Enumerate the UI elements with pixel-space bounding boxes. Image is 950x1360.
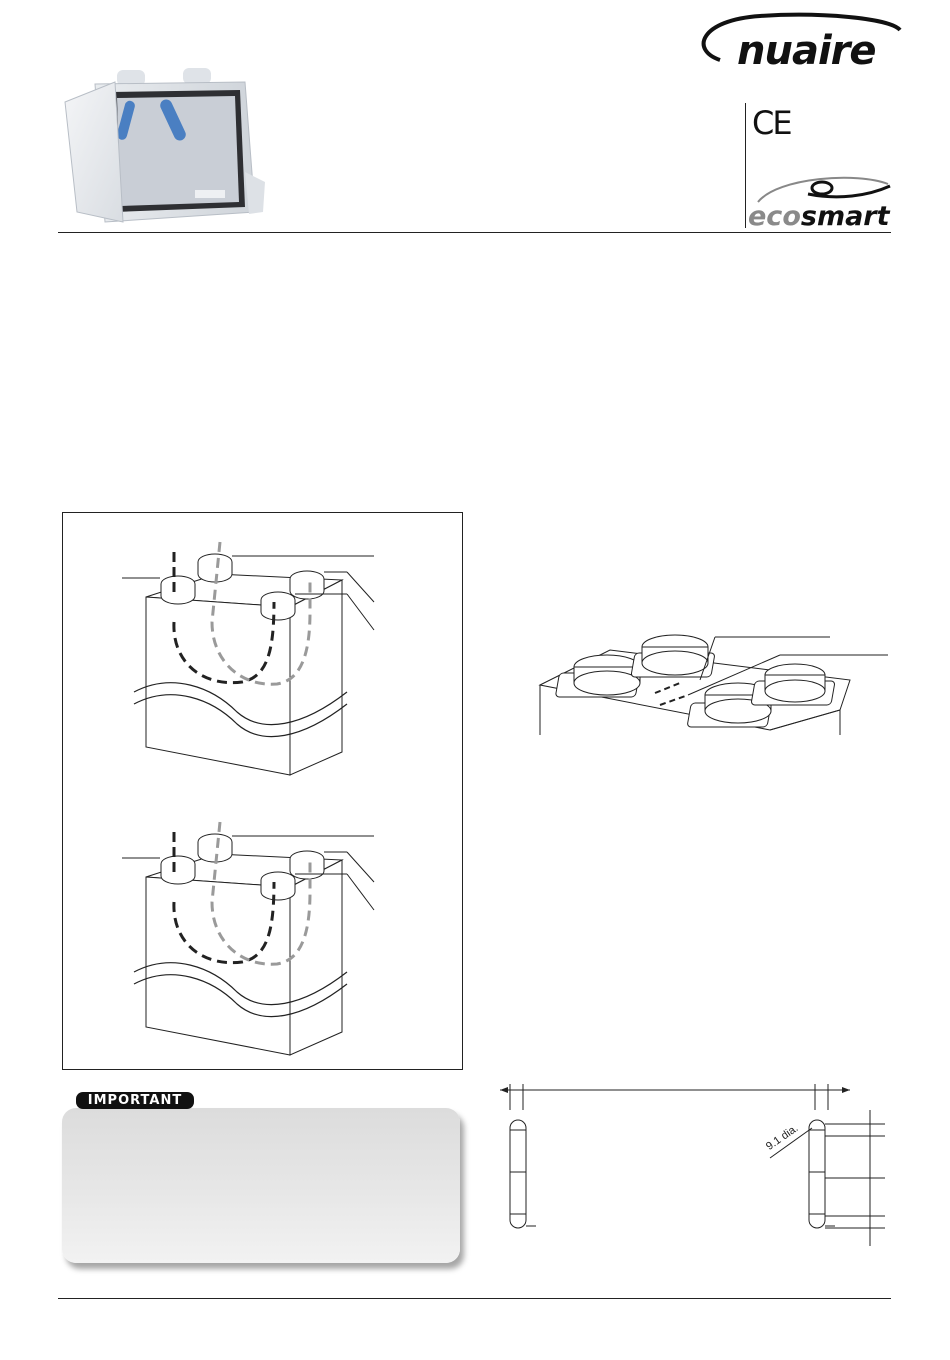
product-photo (55, 62, 275, 232)
ecosmart-suffix: smart (800, 201, 890, 232)
ecosmart-logo (748, 201, 890, 232)
brand-logo: nuaire (737, 28, 876, 74)
important-notice-panel (62, 1108, 460, 1263)
airflow-diagram-bottom (62, 792, 463, 1072)
airflow-diagram-top (62, 512, 463, 792)
footer-rule (58, 1298, 891, 1299)
important-badge: IMPORTANT (76, 1092, 194, 1109)
ecosmart-prefix: eco (748, 201, 801, 232)
header-rule (58, 232, 891, 233)
bracket-dimension-drawing (490, 1080, 890, 1250)
hole-diameter-label: 9.1 dia. (764, 1122, 801, 1153)
ce-mark-icon: CE (752, 104, 791, 142)
unit-top-drawing (510, 625, 890, 745)
header-vertical-rule (745, 103, 746, 228)
